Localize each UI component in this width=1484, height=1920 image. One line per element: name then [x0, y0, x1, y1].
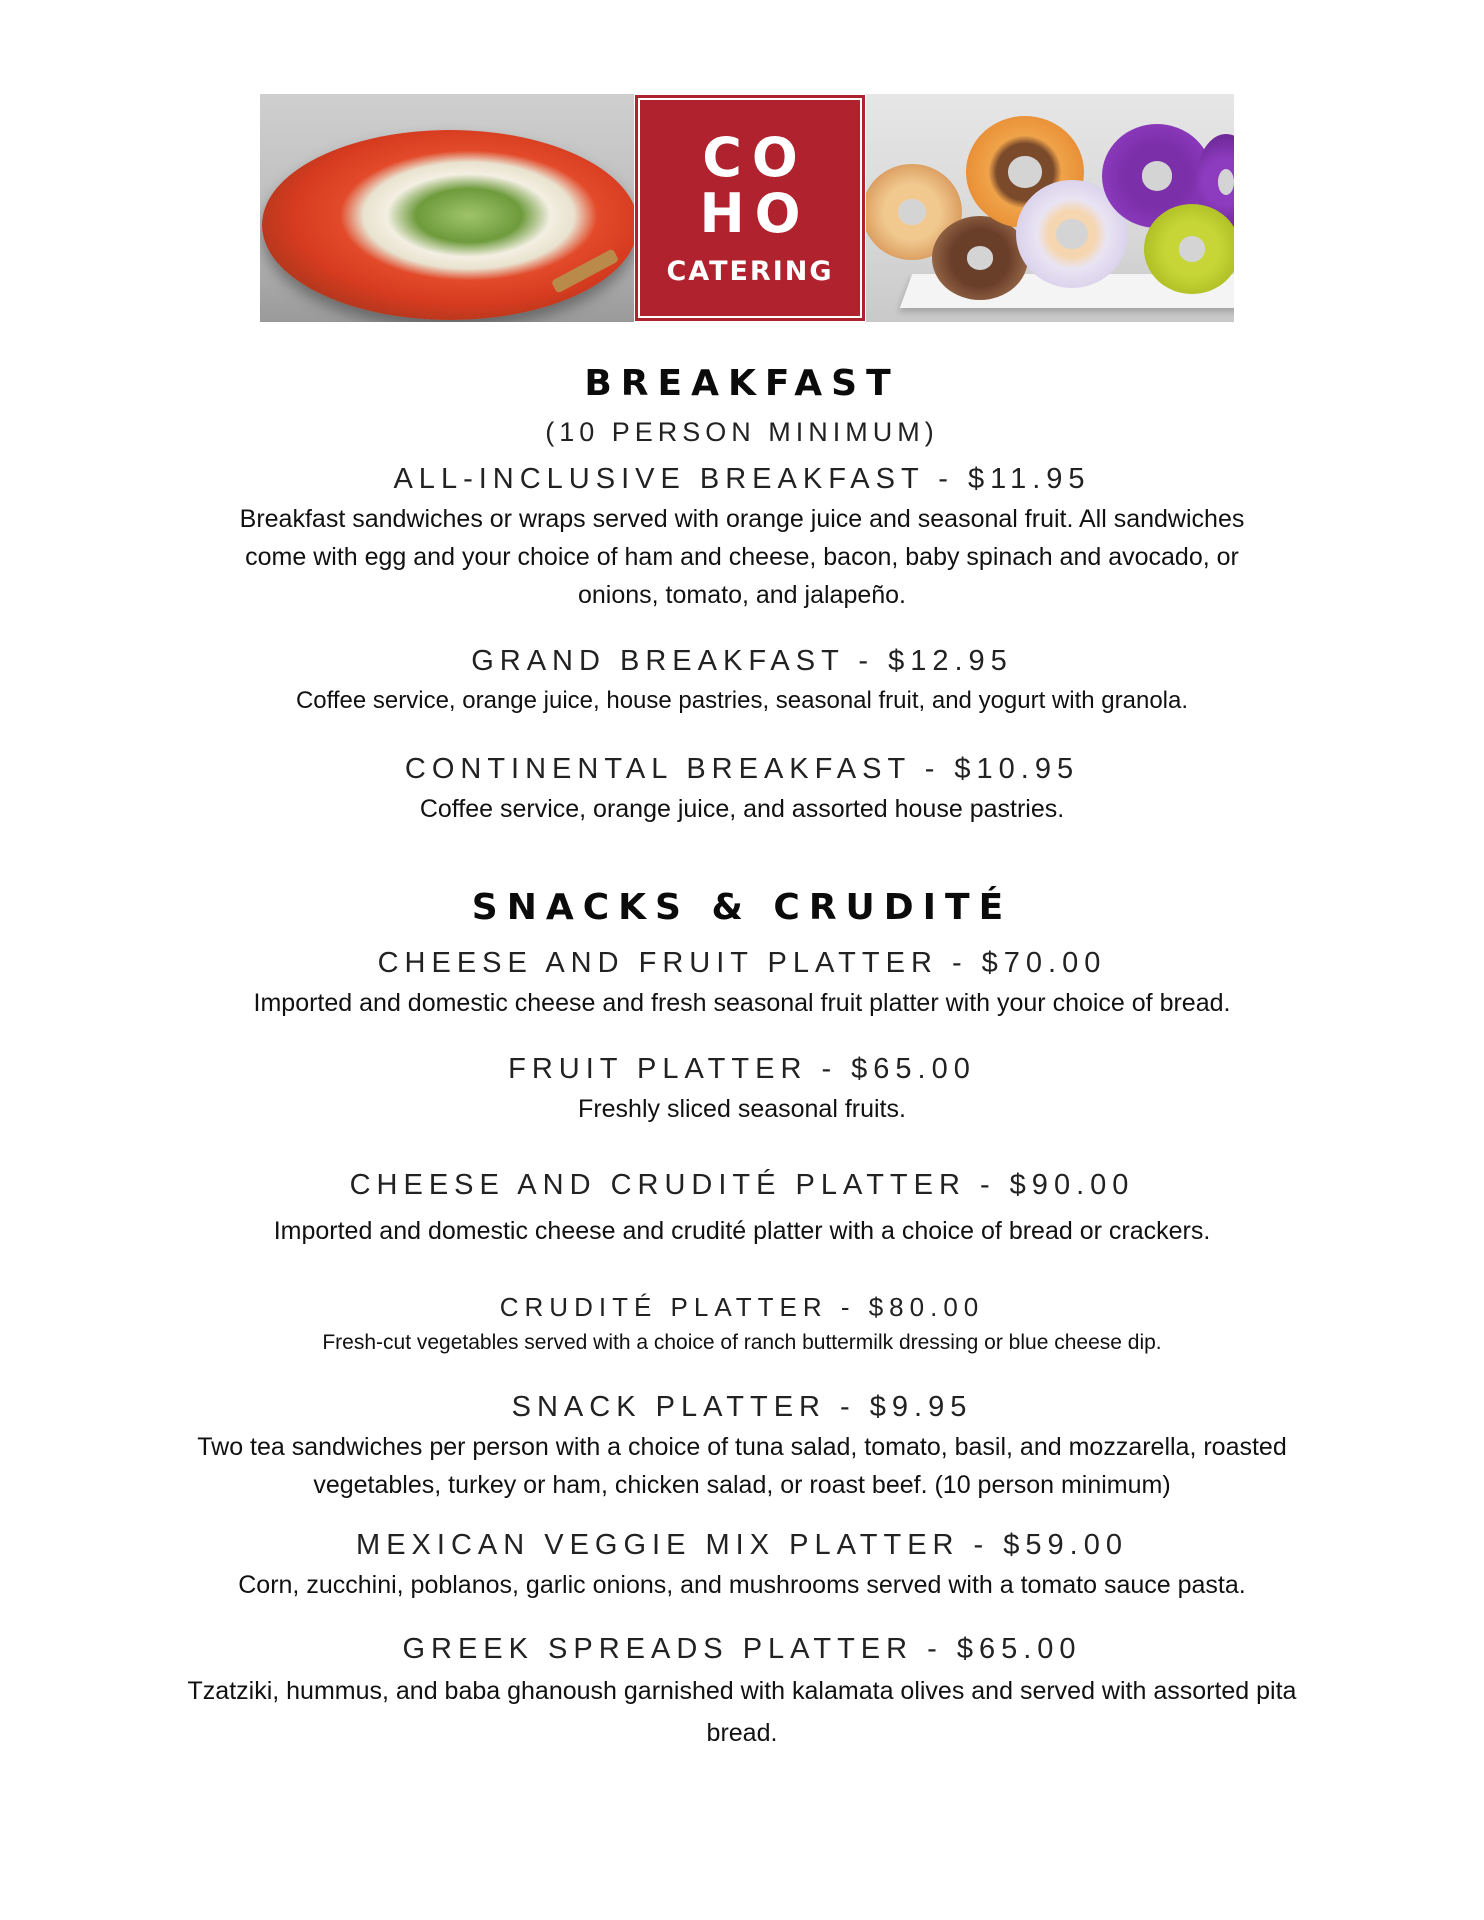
menu-item-fruit-platter: [100, 1050, 1384, 1128]
menu-item-continental-breakfast: [100, 750, 1384, 828]
breakfast-heading: BREAKFAST: [584, 363, 900, 404]
item-title: GRAND BREAKFAST - $12.95: [471, 645, 1013, 677]
menu-item-mexican-veggie-platter: [100, 1526, 1384, 1604]
item-description: Imported and domestic cheese and fresh seasonal fruit platter with your choice of bread.: [253, 989, 1231, 1017]
item-title: CHEESE AND FRUIT PLATTER - $70.00: [377, 947, 1107, 979]
item-description: Two tea sandwiches per person with a choice of tuna salad, tomato, basil, and mozzarella, roasted vegetables, turkey or ham, chicken salad, or roast beef. (10 person minimum): [197, 1433, 1287, 1499]
donut-image: [1144, 204, 1234, 294]
logo-subtitle: CATERING: [666, 255, 834, 287]
menu-item-snack-platter: [100, 1388, 1384, 1504]
item-title: FRUIT PLATTER - $65.00: [508, 1053, 976, 1085]
caprese-platter-image: [262, 130, 634, 320]
header-banner: [260, 94, 1234, 322]
item-description: Corn, zucchini, poblanos, garlic onions, and mushrooms served with a tomato sauce pasta.: [238, 1571, 1246, 1599]
menu-item-crudite-platter: [100, 1288, 1384, 1358]
breakfast-minimum-note: (10 PERSON MINIMUM): [545, 417, 939, 447]
item-title: ALL-INCLUSIVE BREAKFAST - $11.95: [393, 463, 1091, 495]
item-title: CONTINENTAL BREAKFAST - $10.95: [404, 753, 1080, 785]
item-description: Coffee service, orange juice, and assorted house pastries.: [419, 795, 1065, 823]
item-title: MEXICAN VEGGIE MIX PLATTER - $59.00: [356, 1529, 1128, 1561]
item-description: Breakfast sandwiches or wraps served with orange juice and seasonal fruit. All sandwiches come with egg and your choice of ham and cheese, bacon, baby spinach and avocado, or onions, tomato, and jalapeño.: [239, 505, 1245, 609]
coho-catering-logo: [634, 94, 866, 322]
logo-line-co: CO: [702, 125, 808, 189]
item-title: GREEK SPREADS PLATTER - $65.00: [402, 1633, 1082, 1665]
donut-image: [932, 216, 1028, 300]
menu-item-cheese-crudite-platter: [100, 1166, 1384, 1250]
donuts-photo: [866, 94, 1234, 322]
menu-item-grand-breakfast: [100, 642, 1384, 720]
item-description: Freshly sliced seasonal fruits.: [578, 1095, 906, 1123]
logo-line-ho: HO: [699, 181, 811, 245]
item-title: CHEESE AND CRUDITÉ PLATTER - $90.00: [349, 1169, 1135, 1201]
item-description: Coffee service, orange juice, house pastries, seasonal fruit, and yogurt with granola.: [295, 687, 1189, 714]
salad-platter-photo: [260, 94, 634, 322]
item-description: Fresh-cut vegetables served with a choice of ranch buttermilk dressing or blue cheese dip.: [322, 1331, 1162, 1354]
menu-item-cheese-fruit-platter: [100, 944, 1384, 1022]
item-title: CRUDITÉ PLATTER - $80.00: [499, 1292, 985, 1322]
item-title: SNACK PLATTER - $9.95: [511, 1391, 973, 1423]
snacks-heading: SNACKS & CRUDITÉ: [471, 887, 1013, 928]
item-description: Tzatziki, hummus, and baba ghanoush garnished with kalamata olives and served with assorted pita bread.: [187, 1677, 1297, 1747]
logo-badge: [638, 98, 862, 318]
menu-content: [100, 360, 1384, 1754]
item-description: Imported and domestic cheese and crudité platter with a choice of bread or crackers.: [273, 1217, 1211, 1245]
menu-item-greek-spreads-platter: [100, 1630, 1384, 1754]
menu-item-all-inclusive-breakfast: [100, 460, 1384, 614]
